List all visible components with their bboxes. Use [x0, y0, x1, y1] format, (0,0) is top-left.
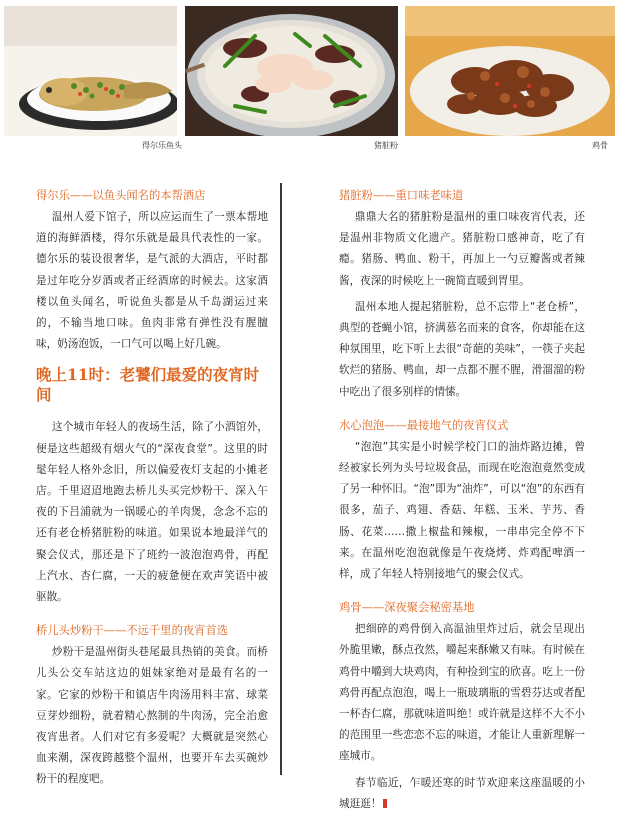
column-divider	[280, 183, 282, 775]
paragraph-pork-noodle-2: 温州本地人提起猪脏粉，总不忘带上“老仓桥”，典型的苍蝇小馆，挤满慕名而来的食客，你却能在这种氛围里，吃下听上去很“奇葩的美味”，一筷子夹起软烂的猪肠、鸭血，却一点都不腥不腥，滑溜溜的粉中吃出了很多别样的情愫。	[339, 300, 585, 398]
section-heading-paopao: 水心泡泡——最接地气的夜宵仪式	[339, 418, 509, 432]
paragraph-fried-noodle: 炒粉干是温州街头巷尾最具热销的美食。而桥儿头公交车站这边的姐妹家绝对是最有名的一家。它家的炒粉干和镇店牛肉汤用料丰富、球菜豆芽炒细粉，就着精心熬制的牛肉汤，完全治愈夜宵患者。人们对它有多爱呢？大概就是突然心血来潮，深夜跨越整个温州，也要开车去买碗炒粉干的程度吧。	[36, 646, 268, 786]
feature-heading-night-snack: 晚上11时：老饕们最爱的夜宵时间	[36, 365, 260, 405]
closing-text: 春节临近，乍暖还寒的时节欢迎来这座温暖的小城逛逛！	[339, 776, 585, 810]
photo-pork-noodle	[185, 6, 398, 136]
section-heading-pork-noodle: 猪脏粉——重口味老味道	[339, 189, 464, 202]
section-heading-chicken-bone: 鸡骨——深夜聚会秘密基地	[339, 601, 475, 615]
caption-fish-head: 得尔乐鱼头	[142, 141, 182, 150]
section-heading-deerle: 得尔乐——以鱼头闻名的本帮酒店	[36, 189, 206, 202]
paragraph-deerle: 温州人爱下馆子，所以应运而生了一票本帮地道的海鲜酒楼，得尔乐就是最具代表性的一家。德尔乐的装设很奢华，是气派的大酒店，平时都是过年吃分岁酒或者正经酒席的时候去。这家酒楼以鱼头闻名，听说鱼头都是从千岛湖运过来的，不输当地口味。鱼肉非常有弹性没有腥膻味，奶汤泡饭，一口气可以喝上好几碗。	[36, 211, 268, 351]
paragraph-night-life: 这个城市年轻人的夜场生活，除了小酒馆外，便是这些超级有烟火气的“深夜食堂”。这里的时髦年轻人格外念旧，所以偏爱夜灯支起的小摊老店。千里迢迢地跑去桥儿头买完炒粉干、深入午夜的下吕浦就为一锅暖心的羊肉煲，念念不忘的还有老仓桥猪脏粉的味道。如果说本地最洋气的聚会仪式，那还是下了班约一波泡泡鸡骨，再配上汽水、杏仁腐，一天的疲惫便在欢声笑语中被驱散。	[36, 421, 268, 604]
caption-chicken-bone: 鸡骨	[592, 141, 608, 150]
paragraph-paopao: “泡泡”其实是小时候学校门口的油炸路边摊，曾经被家长列为头号垃圾食品，而现在吃泡泡竟然变成了另一种怀旧。“泡”即为“油炸”，可以“泡”的东西有很多，茄子、鸡翅、香菇、年糕、玉米、芋艿、香肠、花菜……撒上椒盐和辣椒，一串串完全停不下来。在温州吃泡泡就像是午夜烧烤、炸鸡配啤酒一样，成了年轻人特别接地气的聚会仪式。	[339, 440, 585, 581]
paragraph-pork-noodle-1: 鼎鼎大名的猪脏粉是温州的重口味夜宵代表，还是温州非物质文化遗产。猪脏粉口感神奇，吃了有瘾。猪肠、鸭血、粉干，再加上一勺豆瓣酱或者辣酱，夜深的时候吃上一碗简直暖到胃里。	[339, 211, 585, 287]
caption-pork-noodle: 猪脏粉	[374, 141, 398, 150]
photo-fish-head	[4, 6, 177, 136]
photo-chicken-bone	[405, 6, 615, 136]
end-mark-icon	[383, 799, 387, 808]
left-column	[36, 188, 268, 796]
paragraph-closing	[339, 773, 585, 815]
section-heading-fried-noodle: 桥儿头炒粉干——不远千里的夜宵首选	[36, 624, 229, 638]
paragraph-chicken-bone: 把细碎的鸡骨倒入高温油里炸过后，就会呈现出外脆里嫩，酥点孜然，嚼起来酥嫩又有味。有时候在鸡骨中嚼到大块鸡肉，有种捡到宝的欣喜。吃上一份鸡骨再配点泡泡，喝上一瓶玻璃瓶的雪碧芬达或者配一杯杏仁腐，那就味道叫绝！或许就是这样不大不小的范围里一些恋恋不忘的味道，才能让人重新理解一座城市。	[339, 623, 585, 763]
right-column	[339, 188, 585, 820]
